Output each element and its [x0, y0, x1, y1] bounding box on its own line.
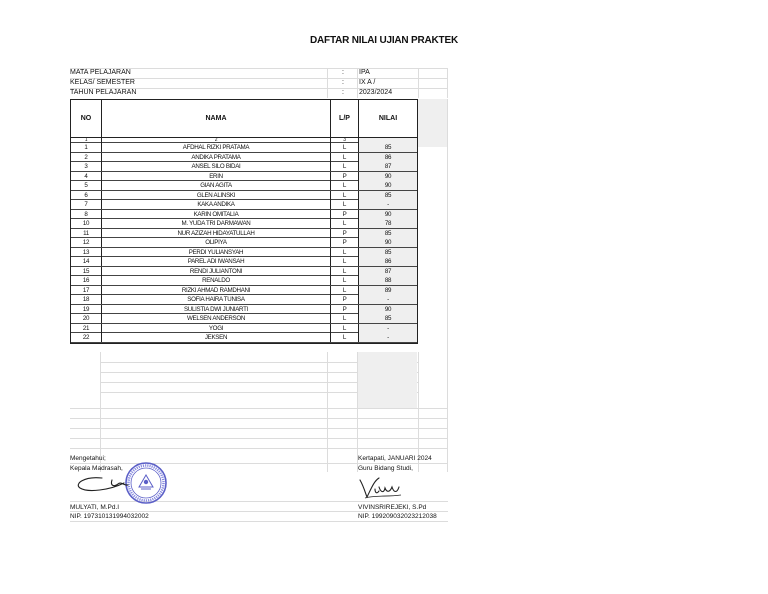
cell-no: 4 — [84, 172, 88, 180]
cell-no: 10 — [82, 220, 90, 227]
cell-no: 6 — [84, 191, 88, 199]
cell-lp: L — [330, 219, 358, 228]
table-row — [71, 238, 417, 248]
cell-nama: KAKA ANDIKA — [101, 200, 330, 209]
cell-nilai: 87 — [358, 162, 417, 171]
info-value: IX A / — [359, 79, 376, 86]
cell-no: 18 — [82, 296, 90, 303]
cell-no: 22 — [82, 334, 90, 341]
cell-nama: NUR AZIZAH HIDAYATULLAH — [101, 229, 330, 238]
cell-nilai: 90 — [358, 210, 417, 219]
cell-lp: L — [330, 153, 358, 162]
sig-left-name: MULYATI, M.Pd.I — [70, 504, 120, 511]
cell-nilai: 85 — [358, 191, 417, 200]
table-row — [71, 229, 417, 239]
table-row — [71, 333, 417, 343]
cell-no: 20 — [82, 315, 90, 322]
cell-no: 16 — [82, 277, 90, 284]
cell-lp: L — [330, 248, 358, 257]
colnum-nama: 2 — [101, 138, 330, 143]
colnum-lp: 3 — [330, 138, 358, 143]
table-row — [71, 286, 417, 296]
sig-right-name: VIVINSRIREJEKI, S.Pd — [358, 504, 427, 511]
cell-nama: RENALDO — [101, 276, 330, 285]
table-row — [71, 267, 417, 277]
grades-table — [70, 99, 418, 344]
table-row — [71, 295, 417, 305]
cell-nilai: - — [358, 333, 417, 342]
table-row — [71, 162, 417, 172]
header-nilai: NILAI — [358, 100, 417, 138]
cell-no: 3 — [84, 163, 88, 170]
cell-nilai: 85 — [358, 229, 417, 238]
headmaster-signature — [74, 474, 130, 496]
info-label: KELAS/ SEMESTER — [70, 79, 135, 86]
cell-nama: GLEN ALINSKI — [101, 191, 330, 200]
table-row — [71, 210, 417, 220]
cell-lp: L — [330, 267, 358, 276]
cell-nama: RENDI JULIANTONI — [101, 267, 330, 276]
cell-lp: L — [330, 162, 358, 171]
cell-nama: M. YUDA TRI DARMAWAN — [101, 219, 330, 228]
cell-lp: L — [330, 286, 358, 295]
cell-nilai: 85 — [358, 248, 417, 257]
sig-left-greeting: Mengetahui; — [70, 455, 106, 462]
cell-nama: PAREL ADI IWANSAH — [101, 257, 330, 266]
table-row — [71, 172, 417, 182]
cell-nilai: 87 — [358, 267, 417, 276]
cell-lp: P — [330, 172, 358, 181]
teacher-signature — [357, 475, 403, 501]
cell-no: 12 — [82, 239, 90, 246]
cell-nilai: 90 — [358, 305, 417, 314]
info-colon: : — [342, 79, 344, 86]
table-row — [71, 305, 417, 315]
cell-no: 5 — [84, 182, 88, 189]
cell-lp: L — [330, 333, 358, 342]
cell-no: 2 — [84, 153, 88, 161]
cell-no: 14 — [82, 258, 90, 265]
cell-lp: L — [330, 181, 358, 190]
cell-nilai: 89 — [358, 286, 417, 295]
cell-nama: WELSEN ANDERSON — [101, 314, 330, 323]
cell-no: 17 — [82, 286, 90, 294]
cell-lp: P — [330, 305, 358, 314]
table-row — [71, 324, 417, 334]
shaded-header-cell — [418, 99, 447, 147]
cell-lp: P — [330, 210, 358, 219]
table-row — [71, 153, 417, 163]
cell-nilai: - — [358, 324, 417, 333]
cell-lp: L — [330, 200, 358, 209]
page-title: DAFTAR NILAI UJIAN PRAKTEK — [310, 35, 458, 46]
cell-nilai: 90 — [358, 172, 417, 181]
table-row — [71, 200, 417, 210]
table-row — [71, 248, 417, 258]
table-row — [71, 257, 417, 267]
cell-lp: L — [330, 276, 358, 285]
table-row — [71, 314, 417, 324]
sig-left-role: Kepala Madrasah, — [70, 465, 123, 472]
madrasah-stamp — [124, 461, 168, 505]
cell-nilai: - — [358, 200, 417, 209]
sig-right-nip: NIP. 199209032023212038 — [358, 513, 437, 520]
cell-lp: P — [330, 295, 358, 304]
colnum-no: 1 — [84, 138, 88, 143]
cell-nama: PERDI YULIANSYAH — [101, 248, 330, 257]
cell-nama: RIZKI AHMAD RAMDHANI — [101, 286, 330, 295]
cell-lp: L — [330, 143, 358, 152]
table-row — [71, 191, 417, 201]
cell-nama: JEKSEN — [101, 333, 330, 342]
cell-nilai: 86 — [358, 153, 417, 162]
table-body — [71, 143, 417, 343]
cell-nilai: 86 — [358, 257, 417, 266]
cell-nama: SOFIA HAIRA TUNISA — [101, 295, 330, 304]
cell-nama: ERIN — [101, 172, 330, 181]
sig-left-nip: NIP. 197310131994032002 — [70, 513, 149, 520]
header-no: NO — [80, 115, 92, 122]
cell-nilai: 85 — [358, 314, 417, 323]
info-value: IPA — [359, 69, 370, 76]
cell-nilai: 90 — [358, 238, 417, 247]
cell-nama: GIAN AGITA — [101, 181, 330, 190]
cell-no: 15 — [82, 267, 90, 275]
table-row — [71, 181, 417, 191]
cell-no: 11 — [83, 229, 89, 237]
cell-lp: P — [330, 238, 358, 247]
table-row — [71, 143, 417, 153]
cell-lp: P — [330, 229, 358, 238]
cell-no: 7 — [84, 201, 88, 208]
header-nama: NAMA — [101, 100, 330, 138]
info-label: TAHUN PELAJARAN — [70, 89, 137, 96]
cell-nilai: - — [358, 295, 417, 304]
cell-no: 19 — [82, 305, 90, 313]
cell-lp: L — [330, 191, 358, 200]
cell-no: 1 — [84, 144, 88, 151]
cell-no: 8 — [84, 210, 88, 218]
shaded-nilai-column-tail — [358, 352, 417, 408]
cell-nilai: 90 — [358, 181, 417, 190]
cell-nilai: 88 — [358, 276, 417, 285]
cell-nama: AFDHAL RIZKI PRATAMA — [101, 143, 330, 152]
cell-lp: L — [330, 324, 358, 333]
cell-nama: KARIN OMITALIA — [101, 210, 330, 219]
info-label: MATA PELAJARAN — [70, 69, 131, 76]
cell-nama: OLIPIYA — [101, 238, 330, 247]
cell-nama: ANSEL SILO BIDAI — [101, 162, 330, 171]
table-row — [71, 276, 417, 286]
table-header — [71, 100, 417, 138]
info-value: 2023/2024 — [359, 89, 393, 96]
cell-nilai: 85 — [358, 143, 417, 152]
cell-no: 21 — [82, 324, 90, 332]
cell-nama: YOGI — [101, 324, 330, 333]
info-colon: : — [342, 69, 344, 76]
cell-nama: ANDIKA PRATAMA — [101, 153, 330, 162]
cell-nama: SULISTIA DWI JUNIARTI — [101, 305, 330, 314]
cell-no: 13 — [82, 248, 90, 256]
cell-lp: L — [330, 257, 358, 266]
sig-right-role: Guru Bidang Studi, — [358, 465, 413, 472]
table-row — [71, 219, 417, 229]
cell-lp: L — [330, 314, 358, 323]
info-colon: : — [342, 89, 344, 96]
header-lp: L/P — [330, 100, 358, 138]
sig-right-place-date: Kertapati, JANUARI 2024 — [358, 455, 432, 462]
cell-nilai: 78 — [358, 219, 417, 228]
